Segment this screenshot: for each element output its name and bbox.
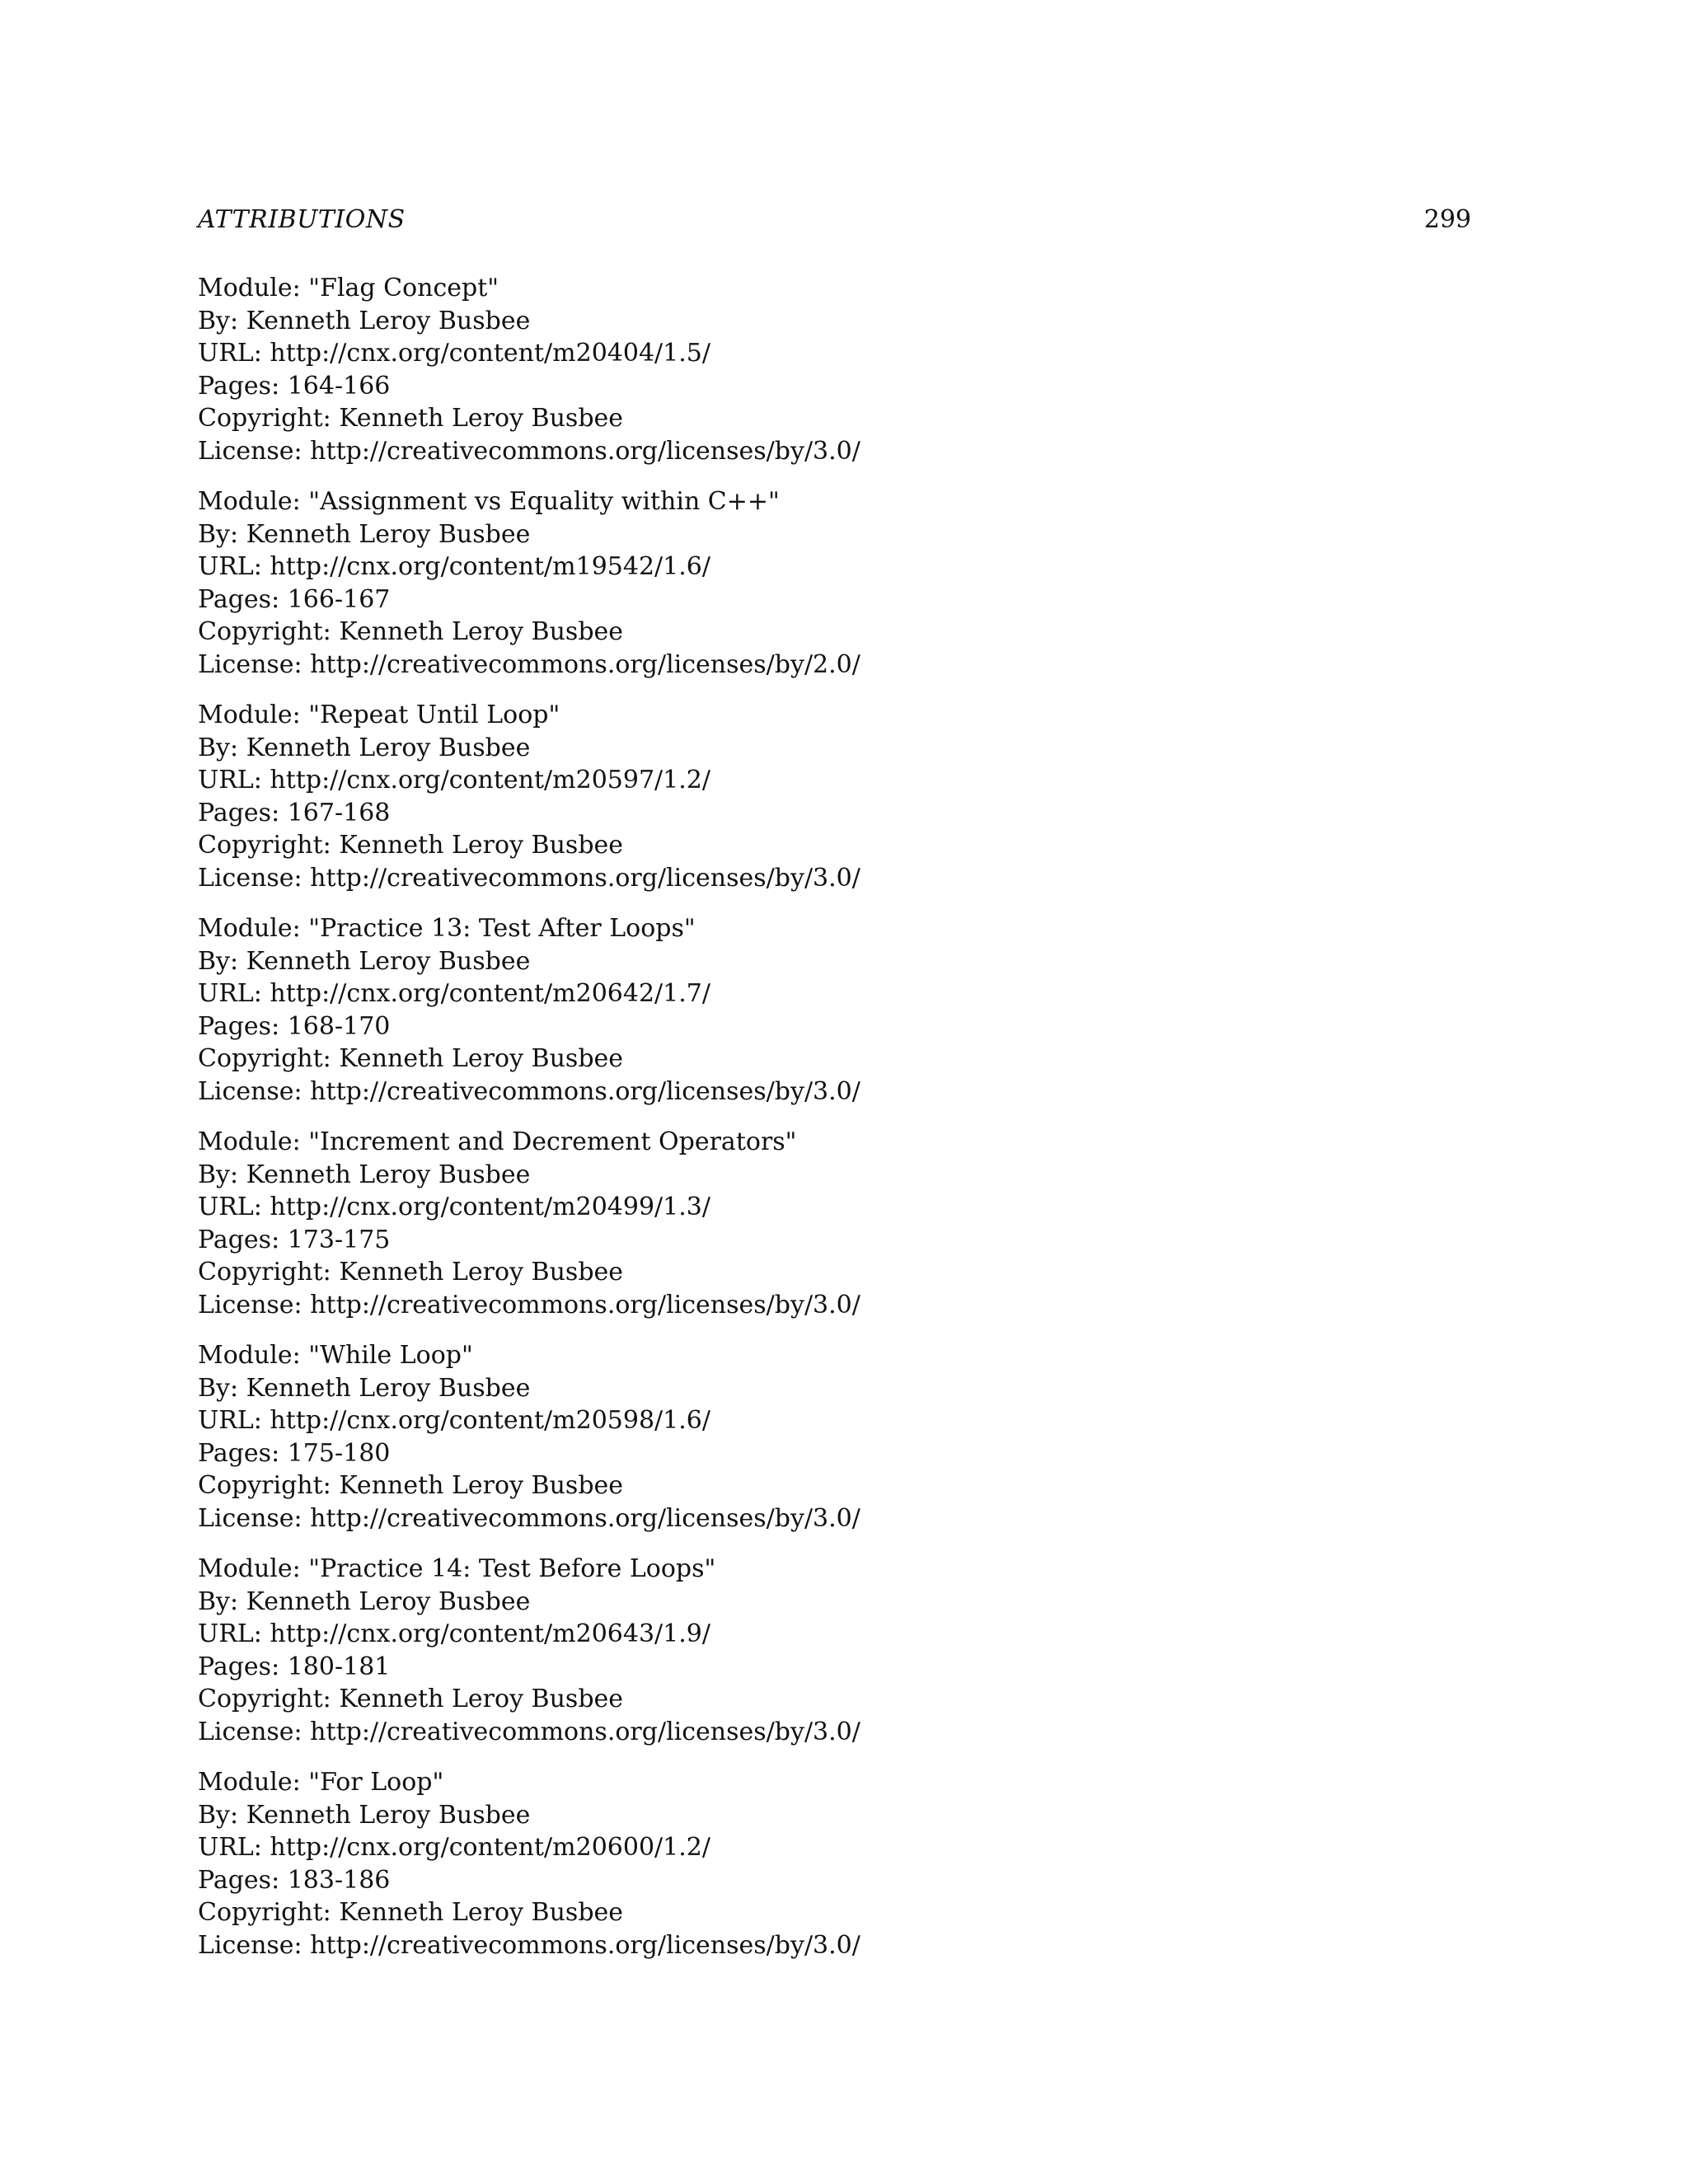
copyright-line: Copyright: Kenneth Leroy Busbee xyxy=(198,831,624,860)
pages-line: Pages: 173-175 xyxy=(198,1225,391,1254)
license-line: License: http://creativecommons.org/licenses/by/3.0/ xyxy=(198,436,860,466)
module-title: Module: "While Loop" xyxy=(198,1341,473,1370)
url-line: URL: http://cnx.org/content/m20600/1.2/ xyxy=(198,1833,710,1862)
url-line: URL: http://cnx.org/content/m20404/1.5/ xyxy=(198,339,710,368)
module-title: Module: "Practice 13: Test After Loops" xyxy=(198,914,696,943)
license-line: License: http://creativecommons.org/licenses/by/3.0/ xyxy=(198,1290,860,1319)
license-line: License: http://creativecommons.org/licenses/by/2.0/ xyxy=(198,649,860,679)
pages-line: Pages: 175-180 xyxy=(198,1438,391,1468)
license-line: License: http://creativecommons.org/licenses/by/3.0/ xyxy=(198,1076,860,1106)
attribution-entry xyxy=(198,485,1471,681)
url-line: URL: http://cnx.org/content/m20597/1.2/ xyxy=(198,766,710,794)
author-line: By: Kenneth Leroy Busbee xyxy=(198,1800,531,1830)
url-line: URL: http://cnx.org/content/m20598/1.6/ xyxy=(198,1406,710,1435)
pages-line: Pages: 183-186 xyxy=(198,1865,391,1895)
license-line: License: http://creativecommons.org/licenses/by/3.0/ xyxy=(198,1503,860,1533)
author-line: By: Kenneth Leroy Busbee xyxy=(198,519,531,549)
author-line: By: Kenneth Leroy Busbee xyxy=(198,306,531,335)
attribution-entry xyxy=(198,1126,1471,1321)
pages-line: Pages: 166-167 xyxy=(198,584,391,614)
author-line: By: Kenneth Leroy Busbee xyxy=(198,733,531,762)
copyright-line: Copyright: Kenneth Leroy Busbee xyxy=(198,404,624,433)
author-line: By: Kenneth Leroy Busbee xyxy=(198,1373,531,1403)
author-line: By: Kenneth Leroy Busbee xyxy=(198,946,531,976)
attribution-entry xyxy=(198,699,1471,894)
running-title: ATTRIBUTIONS xyxy=(198,205,406,234)
module-title: Module: "Flag Concept" xyxy=(198,274,499,302)
attribution-entry xyxy=(198,272,1471,467)
copyright-line: Copyright: Kenneth Leroy Busbee xyxy=(198,617,624,646)
module-title: Module: "Repeat Until Loop" xyxy=(198,701,560,729)
page-number: 299 xyxy=(1423,205,1471,234)
module-title: Module: "For Loop" xyxy=(198,1768,444,1797)
attribution-entry xyxy=(198,1553,1471,1748)
url-line: URL: http://cnx.org/content/m20642/1.7/ xyxy=(198,979,710,1008)
copyright-line: Copyright: Kenneth Leroy Busbee xyxy=(198,1044,624,1073)
url-line: URL: http://cnx.org/content/m20499/1.3/ xyxy=(198,1193,710,1221)
license-line: License: http://creativecommons.org/licenses/by/3.0/ xyxy=(198,1930,860,1960)
copyright-line: Copyright: Kenneth Leroy Busbee xyxy=(198,1258,624,1286)
copyright-line: Copyright: Kenneth Leroy Busbee xyxy=(198,1471,624,1500)
license-line: License: http://creativecommons.org/licenses/by/3.0/ xyxy=(198,1717,860,1746)
copyright-line: Copyright: Kenneth Leroy Busbee xyxy=(198,1685,624,1713)
attribution-list xyxy=(198,272,1471,1980)
author-line: By: Kenneth Leroy Busbee xyxy=(198,1160,531,1189)
pages-line: Pages: 164-166 xyxy=(198,371,391,401)
url-line: URL: http://cnx.org/content/m20643/1.9/ xyxy=(198,1619,710,1648)
module-title: Module: "Assignment vs Equality within C++" xyxy=(198,487,780,516)
attribution-entry xyxy=(198,1766,1471,1961)
url-line: URL: http://cnx.org/content/m19542/1.6/ xyxy=(198,552,710,581)
copyright-line: Copyright: Kenneth Leroy Busbee xyxy=(198,1898,624,1927)
attribution-entry xyxy=(198,912,1471,1108)
running-header xyxy=(198,201,1471,239)
author-line: By: Kenneth Leroy Busbee xyxy=(198,1586,531,1616)
pages-line: Pages: 180-181 xyxy=(198,1652,391,1681)
module-title: Module: "Increment and Decrement Operators" xyxy=(198,1127,797,1156)
license-line: License: http://creativecommons.org/licenses/by/3.0/ xyxy=(198,863,860,893)
module-title: Module: "Practice 14: Test Before Loops" xyxy=(198,1554,716,1583)
pages-line: Pages: 168-170 xyxy=(198,1011,391,1041)
pages-line: Pages: 167-168 xyxy=(198,798,391,827)
attribution-entry xyxy=(198,1339,1471,1535)
